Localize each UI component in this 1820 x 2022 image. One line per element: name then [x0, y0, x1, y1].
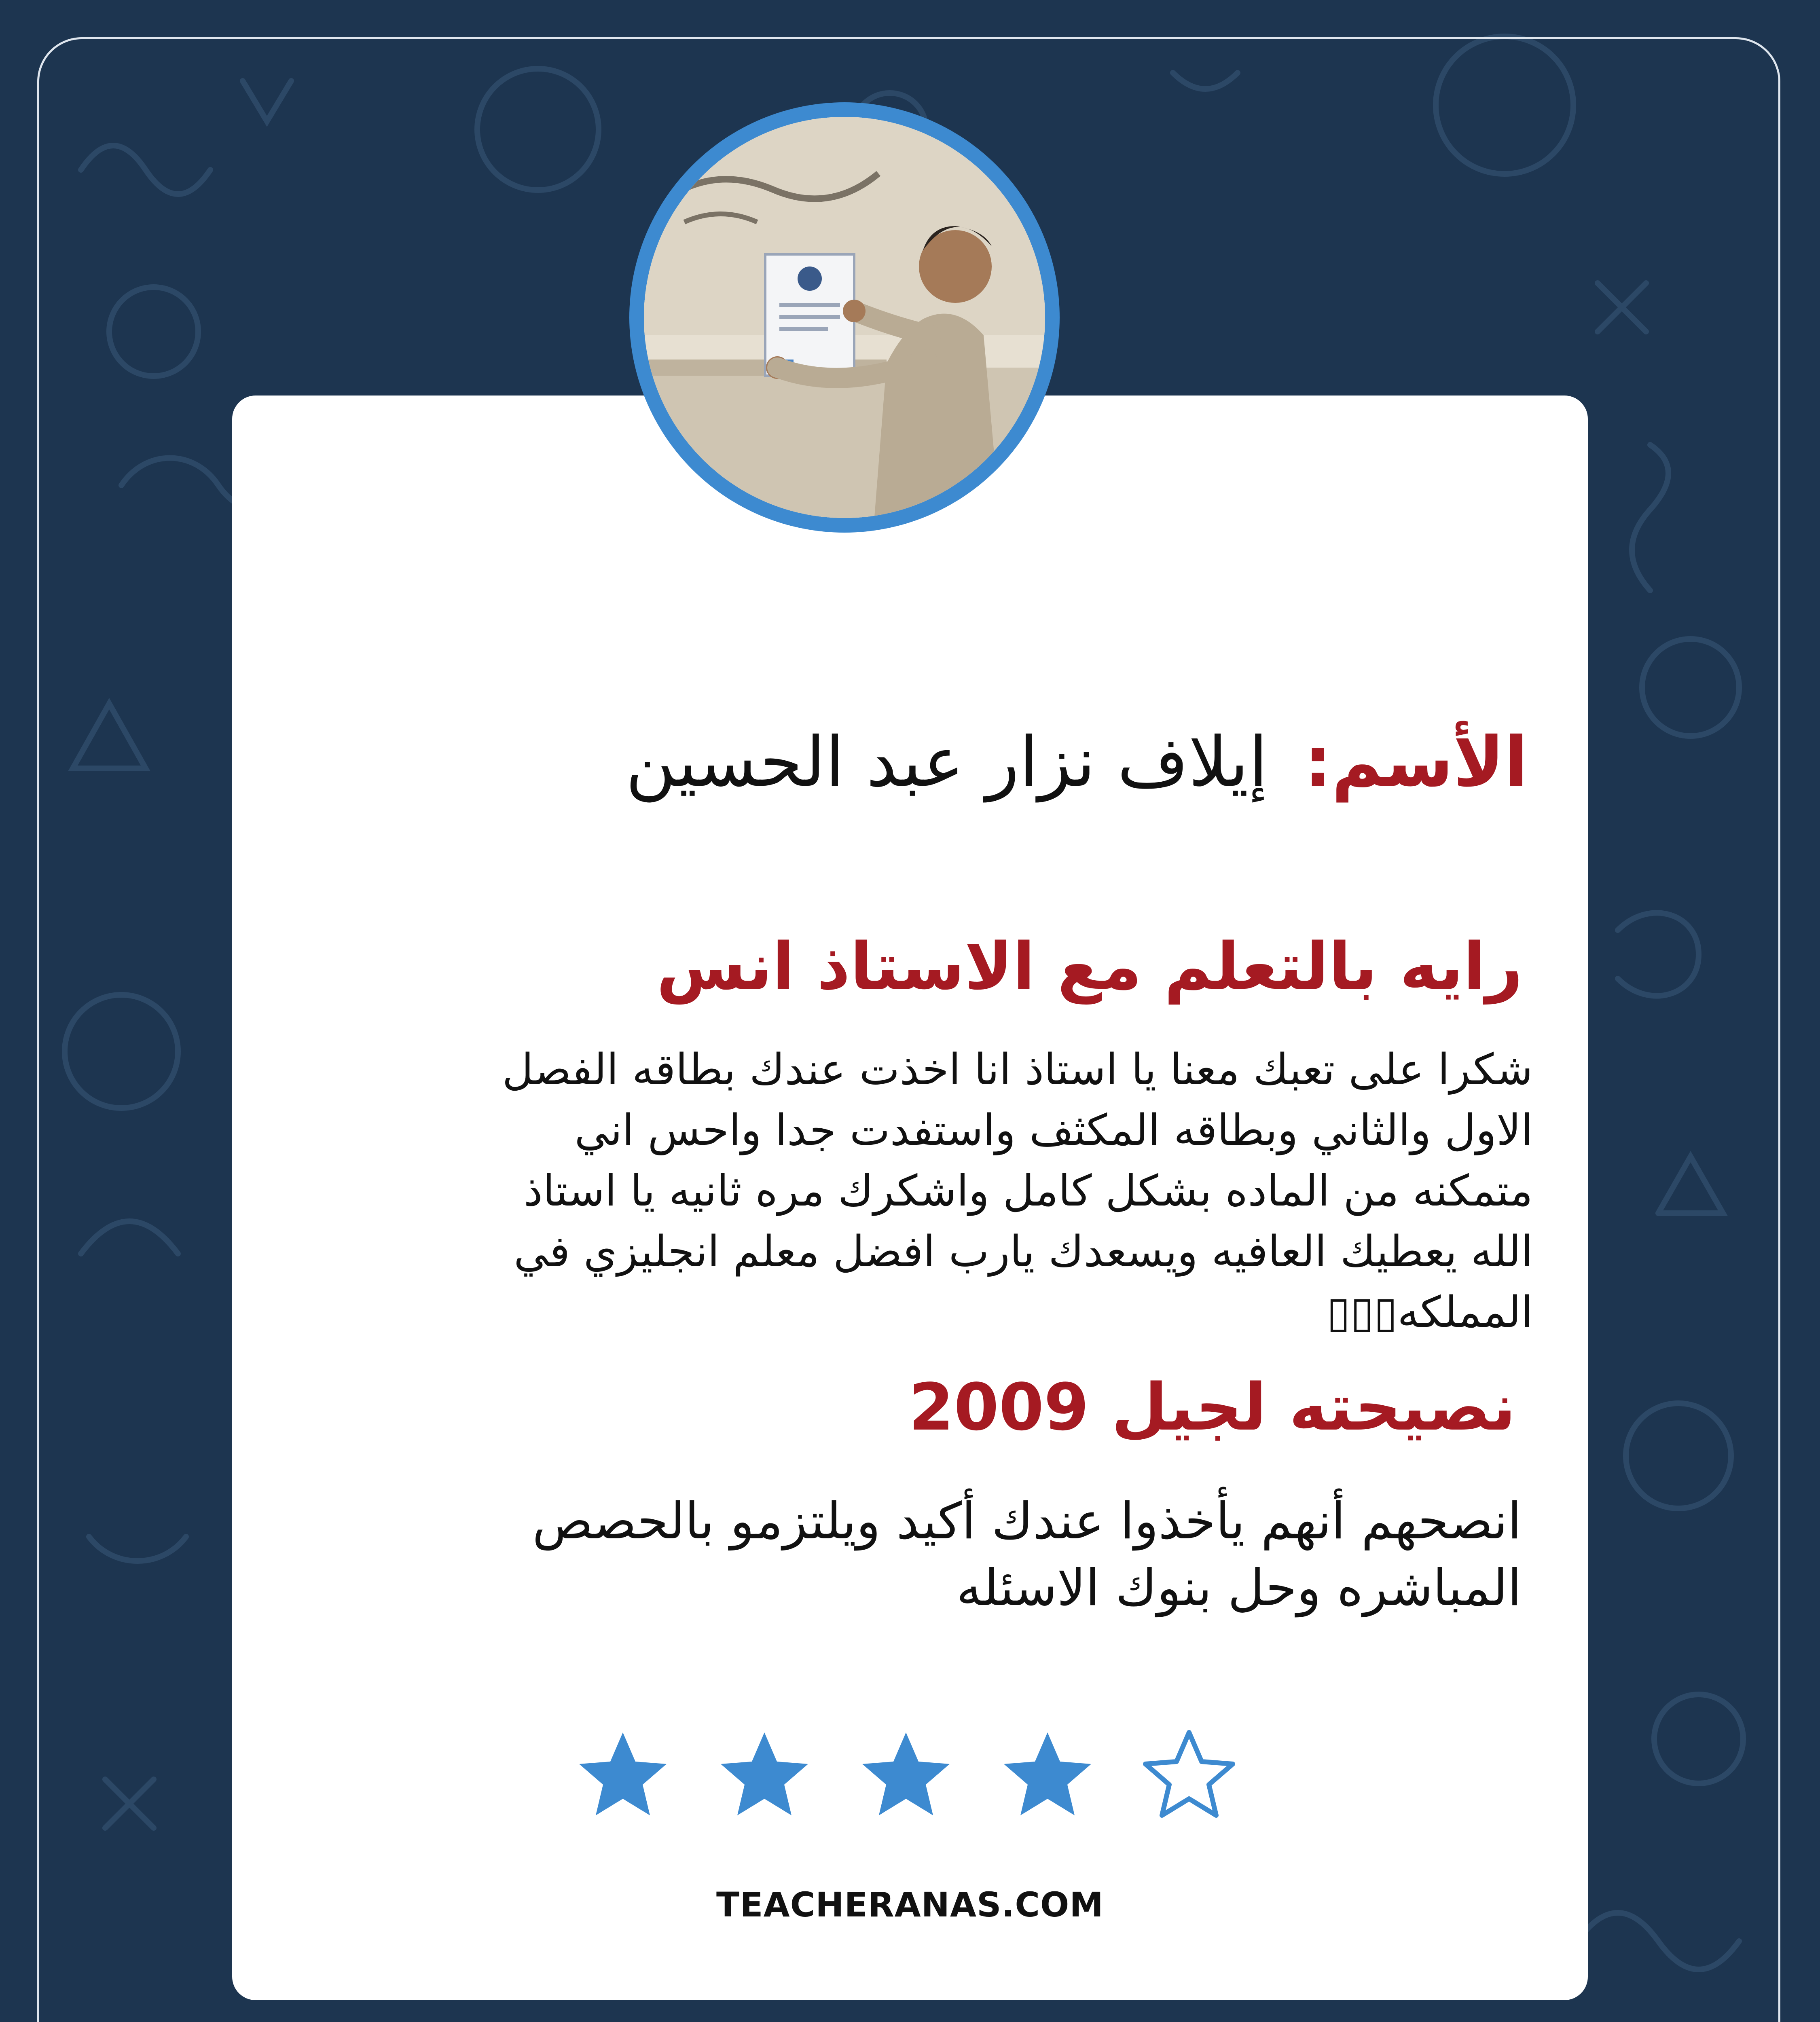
student-photo-icon — [644, 117, 1045, 518]
opinion-text: شكرا على تعبك معنا يا استاذ انا اخذت عندك بطاقه الفصل الاول والثاني وبطاقه المكثف واستفدت جدا واحس اني متمكنه من الماده بشكل كامل واشكرك مره ثانيه يا استاذ الله يعطيك العافيه ويسعدك يارب افضل معلم انجليزي في المملكه▯▯▯ — [502, 1045, 1533, 1337]
advice-heading: نصيحته لجيل 2009 — [909, 1369, 1516, 1445]
star-filled-icon — [857, 1727, 954, 1824]
website-label: TEACHERANAS.COM — [716, 1885, 1104, 1925]
star-filled-icon — [999, 1727, 1096, 1824]
star-empty-icon — [1141, 1727, 1238, 1824]
opinion-heading: رايه بالتعلم مع الاستاذ انس — [656, 929, 1523, 1004]
star-filled-icon — [716, 1727, 813, 1824]
avatar-ring — [629, 102, 1060, 533]
student-name: إيلاف نزار عبد الحسين — [625, 722, 1268, 802]
avatar — [644, 117, 1045, 518]
name-label: الأسم: — [1304, 722, 1528, 802]
advice-text: انصحهم أنهم يأخذوا عندك أكيد ويلتزمو بالحصص المباشره وحل بنوك الاسئله — [532, 1492, 1522, 1617]
student-name-line — [315, 712, 1528, 813]
star-filled-icon — [574, 1727, 671, 1824]
rating-stars — [574, 1727, 1262, 1824]
